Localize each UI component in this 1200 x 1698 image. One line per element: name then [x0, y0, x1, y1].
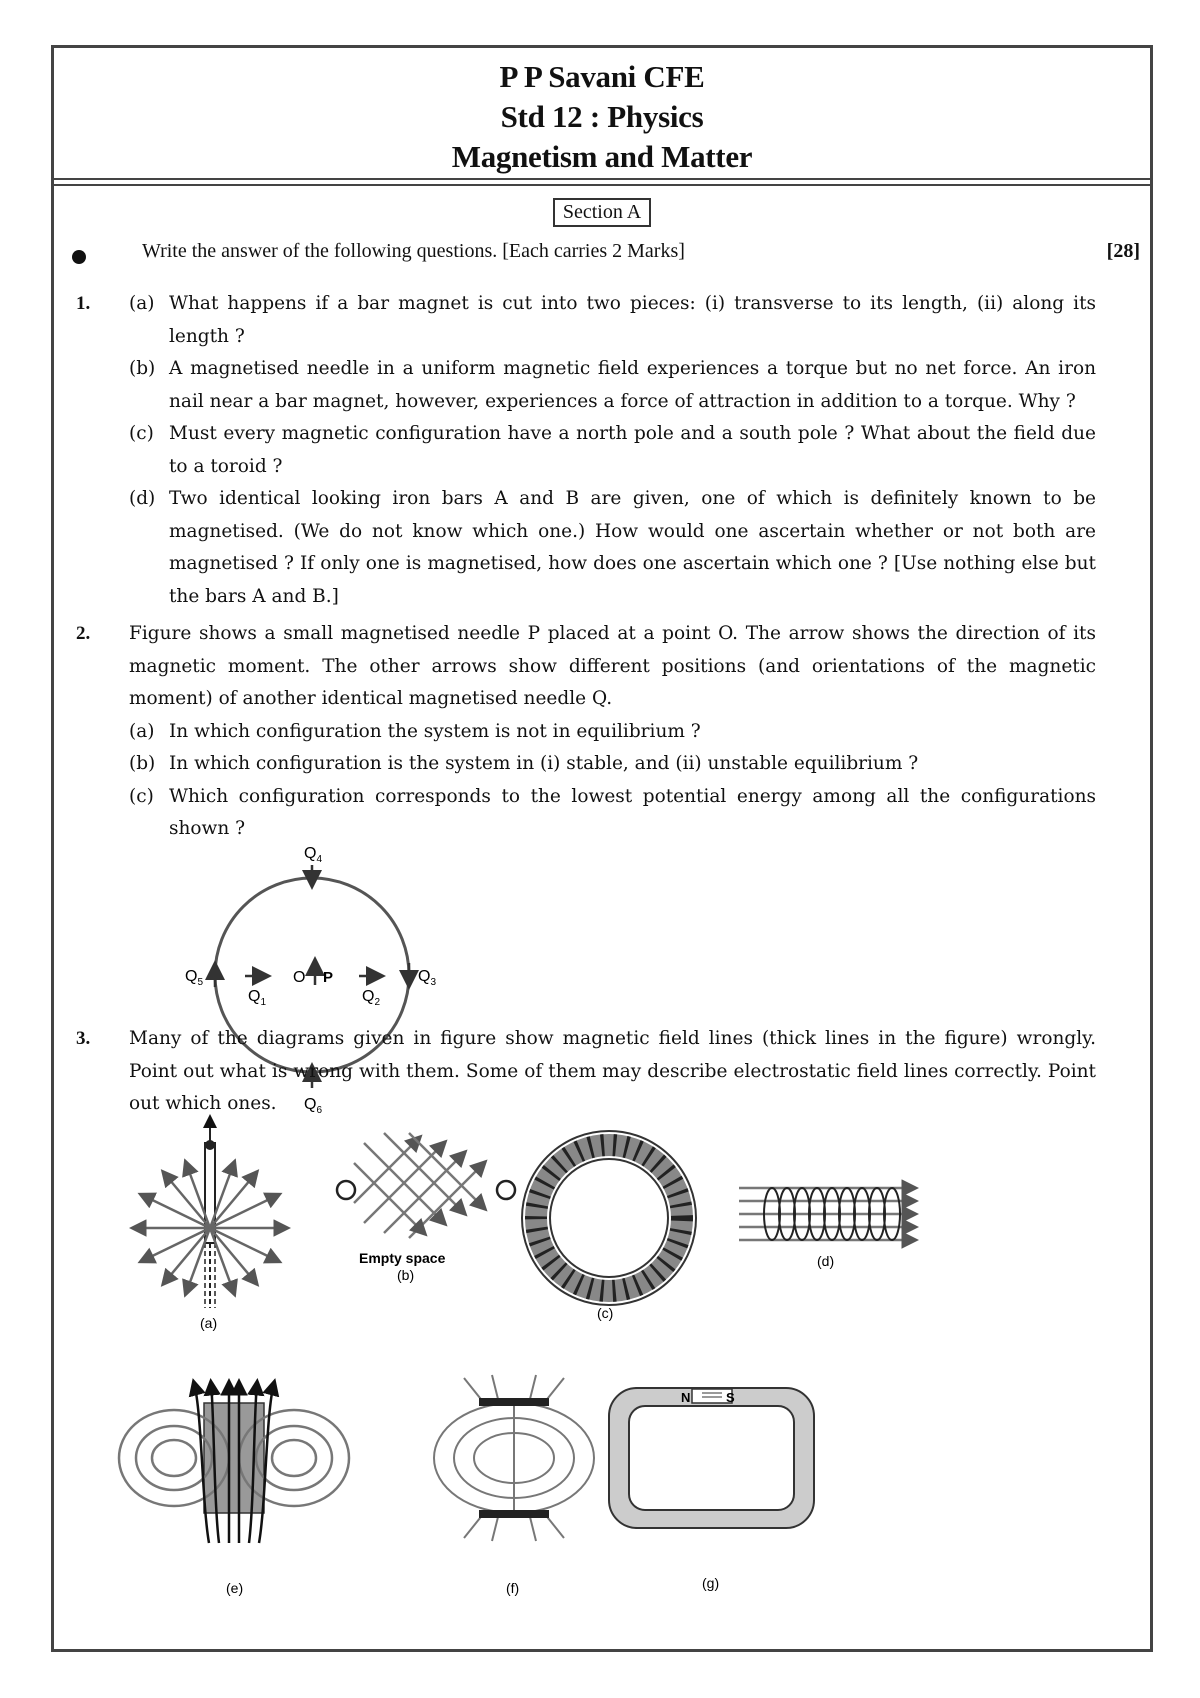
section-label: Section A [553, 198, 651, 227]
figure-c-label: (c) [597, 1305, 614, 1321]
part-text: Which configuration corresponds to the lowest potential energy among all the configurations shown ? [169, 785, 1096, 839]
figure-b-label: (b) [397, 1267, 415, 1283]
instruction-row [72, 240, 1140, 270]
q5-label: $Q_5$ [185, 968, 204, 988]
question-number: 2. [76, 623, 91, 644]
q4-label: $Q_4$ [304, 845, 323, 865]
figure-g-label: (g) [702, 1575, 720, 1591]
question-1-part-d [129, 483, 1096, 613]
figure-e [119, 1383, 349, 1596]
question-number: 1. [76, 293, 91, 314]
part-label: (c) [129, 785, 154, 807]
part-text: What happens if a bar magnet is cut into two pieces: (i) transverse to its length, (ii) along its length ? [169, 293, 1096, 347]
bullet-icon [72, 250, 86, 264]
part-label: (a) [129, 720, 155, 742]
part-label: (d) [129, 488, 156, 509]
school-name: P P Savani CFE [499, 59, 705, 94]
question-2-part-c [129, 781, 1096, 846]
question-3-intro: Many of the diagrams given in figure show magnetic field lines (thick lines in the figure) wrongly. Point out what is wrong with them. Some of them may describe electrostatic field lines correctly. Point out which ones. [129, 1028, 1096, 1114]
question-3 [76, 1023, 1096, 1121]
part-text: In which configuration the system is not in equilibrium ? [169, 720, 701, 742]
question-1 [76, 288, 1096, 613]
question-2 [76, 618, 1096, 846]
q1-label: $Q_1$ [248, 988, 267, 1008]
south-pole-label: S [726, 1390, 735, 1405]
figure-c [522, 1131, 696, 1321]
header-divider-bottom [54, 184, 1150, 186]
total-marks: [28] [1106, 240, 1140, 262]
figure-b [337, 1133, 515, 1283]
figure-d [739, 1188, 914, 1269]
part-text: Two identical looking iron bars A and B are given, one of which is definitely known to be magnetised. (We do not know which one.) How would one ascertain whether or not both are magnetised ? If only one is magnetised, how does one ascertain which one ? [Use nothing else but the bars A and B.] [169, 488, 1096, 607]
chapter-title: Magnetism and Matter [451, 139, 753, 174]
north-pole-label: N [681, 1390, 691, 1405]
part-label: (c) [129, 423, 154, 444]
figure-f-label: (f) [506, 1580, 520, 1596]
page-frame [51, 45, 1153, 1652]
part-label: (b) [129, 753, 156, 774]
figure-a [134, 1118, 286, 1331]
figure-e-label: (e) [226, 1580, 244, 1596]
question-2-part-a [129, 716, 1096, 749]
figure-a-label: (a) [200, 1315, 218, 1331]
field-lines-figure [114, 1113, 1014, 1653]
header-divider-top [54, 178, 1150, 180]
part-text: In which configuration is the system in (i) stable, and (ii) unstable equilibrium ? [169, 753, 919, 774]
question-2-intro: Figure shows a small magnetised needle P placed at a point O. The arrow shows the direction of its magnetic moment. The other arrows show different positions (and orientations of the magnetic moment) of another identical magnetised needle Q. [129, 623, 1096, 709]
figure-d-label: (d) [817, 1253, 835, 1269]
question-number: 3. [76, 1028, 91, 1049]
question-1-part-c [129, 418, 1096, 483]
question-2-part-b [129, 748, 1096, 781]
figure-f [434, 1375, 594, 1596]
subject-title: Std 12 : Physics [500, 99, 704, 134]
o-label: O [293, 969, 306, 986]
figure-g [609, 1388, 814, 1591]
instruction-text: Write the answer of the following questions. [Each carries 2 Marks] [142, 240, 685, 262]
part-text: Must every magnetic configuration have a north pole and a south pole ? What about the field due to a toroid ? [169, 423, 1096, 477]
page-header [54, 48, 1150, 181]
section-heading [54, 198, 1150, 227]
q6-label: $Q_6$ [304, 1096, 323, 1116]
part-label: (a) [129, 293, 155, 314]
q2-label: $Q_2$ [362, 988, 381, 1008]
part-text: A magnetised needle in a uniform magnetic field experiences a torque but no net force. An iron nail near a bar magnet, however, experiences a force of attraction in addition to a torque. Why ? [169, 358, 1096, 412]
q3-label: $Q_3$ [418, 968, 437, 988]
empty-space-caption: Empty space [359, 1250, 446, 1266]
part-label: (b) [129, 358, 156, 379]
question-1-part-b [129, 353, 1096, 418]
question-1-part-a [129, 288, 1096, 353]
p-label: P [323, 969, 334, 986]
